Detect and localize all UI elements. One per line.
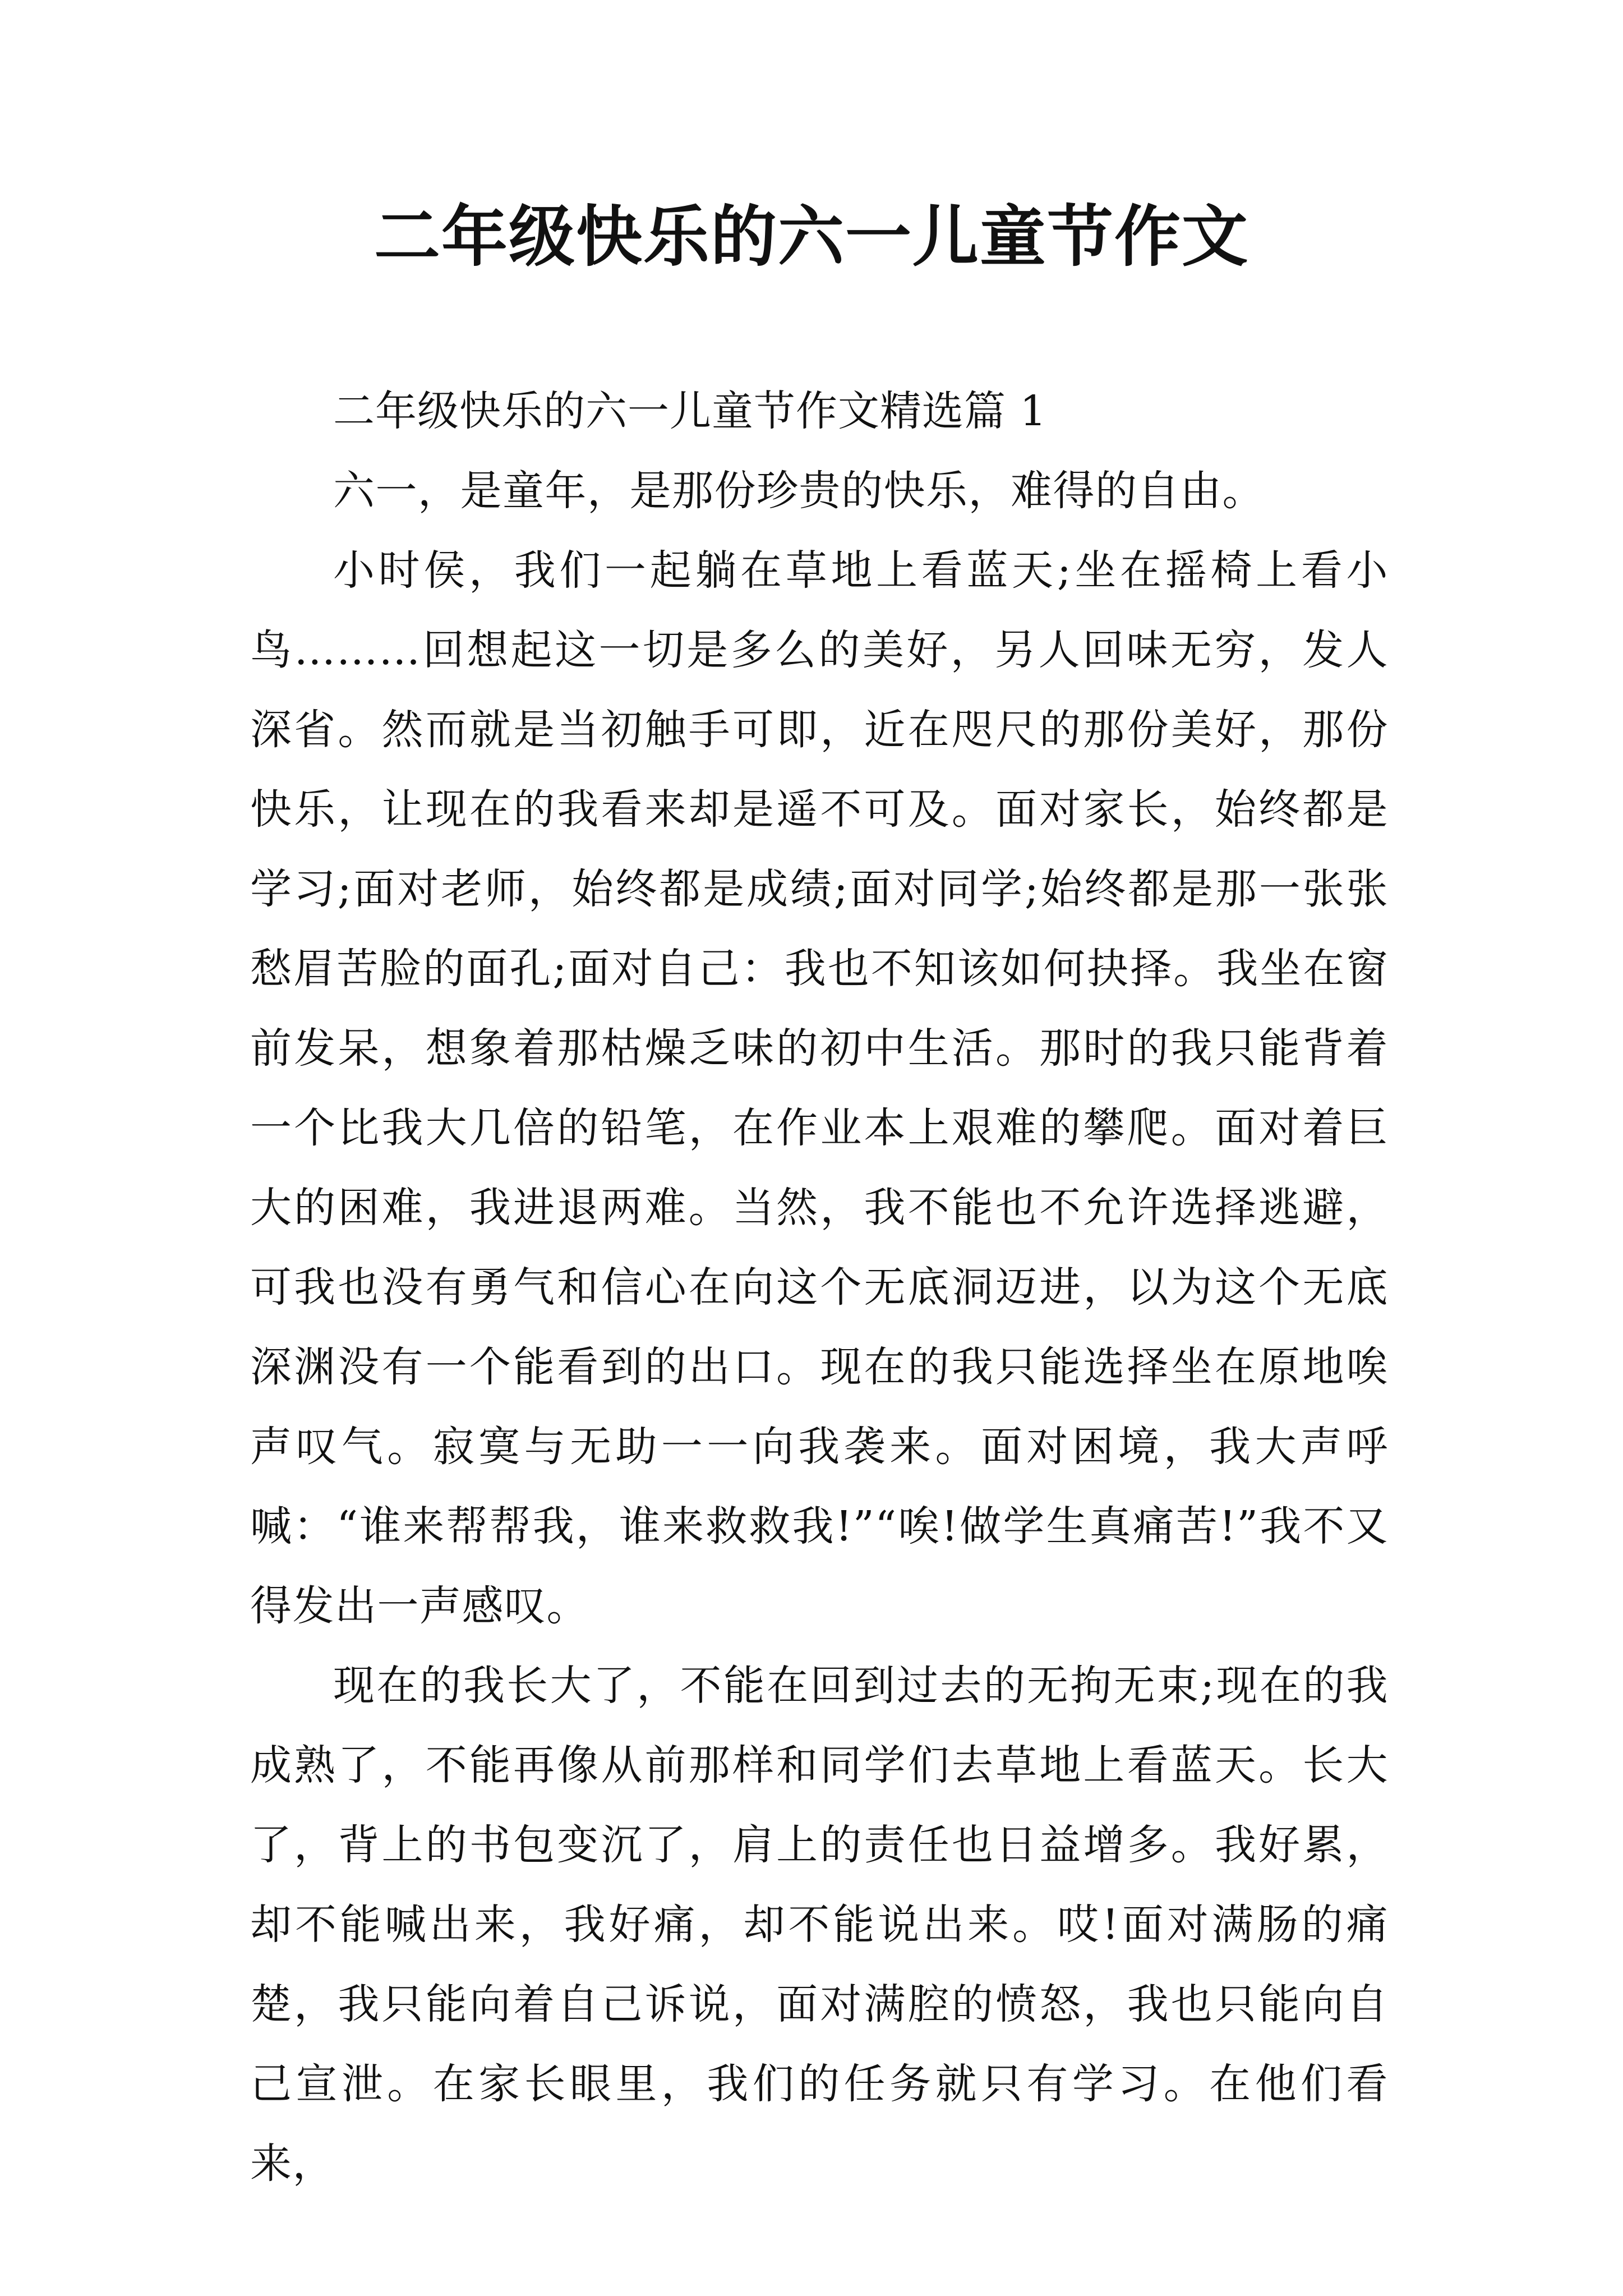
section-heading: 二年级快乐的六一儿童节作文精选篇 1 xyxy=(333,387,1047,435)
document-title: 二年级快乐的六一儿童节作文 xyxy=(374,197,1249,275)
paragraph: 六一，是童年，是那份珍贵的快乐，难得的自由。 xyxy=(333,467,1265,515)
paragraph: 小时侯，我们一起躺在草地上看蓝天;坐在摇椅上看小鸟………回想起这一切是多么的美好，另人回味无穷，发人深省。然而就是当初触手可即，近在咫尺的那份美好，那份快乐，让现在的我看来却是遥不可及。面对家长，始终都是学习;面对老师，始终都是成绩;面对同学;始终都是那一张张愁眉苦脸的面孔;面对自己：我也不知该如何抉择。我坐在窗前发呆，想象着那枯燥乏味的初中生活。那时的我只能背着一个比我大几倍的铅笔，在作业本上艰难的攀爬。面对着巨大的困难，我进退两难。当然，我不能也不允许选择逃避，可我也没有勇气和信心在向这个无底洞迈进，以为这个无底深渊没有一个能看到的出口。现在的我只能选择坐在原地唉声叹气。寂寞与无助一一向我袭来。面对困境，我大声呼喊：“谁来帮帮我，谁来救救我!”“唉!做学生真痛苦!”我不又得发出一声感叹。 xyxy=(250,546,1389,1630)
paragraph: 现在的我长大了，不能在回到过去的无拘无束;现在的我成熟了，不能再像从前那样和同学们去草地上看蓝天。长大了，背上的书包变沉了，肩上的责任也日益增多。我好累，却不能喊出来，我好痛，却不能说出来。哎!面对满肠的痛楚，我只能向着自己诉说，面对满腔的愤怒，我也只能向自己宣泄。在家长眼里，我们的任务就只有学习。在他们看来， xyxy=(250,1662,1389,2188)
document-body xyxy=(250,371,1389,2203)
